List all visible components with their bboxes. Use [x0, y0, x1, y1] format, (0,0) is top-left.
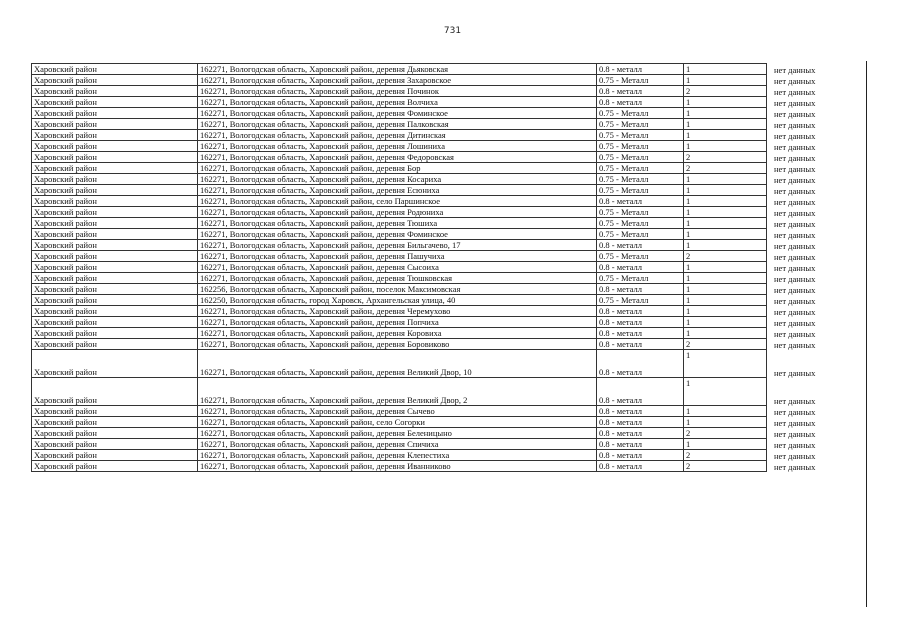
- count-cell: 1: [684, 97, 767, 108]
- pole-type-cell: 0.75 - Металл: [597, 152, 684, 163]
- table-row: [32, 350, 867, 378]
- table-row: [32, 306, 867, 317]
- status-cell: нет данных: [774, 295, 816, 306]
- district-cell: Харовский район: [32, 240, 198, 251]
- pole-type-cell: 0.8 - металл: [597, 284, 684, 295]
- count-cell: 1: [684, 207, 767, 218]
- table-row: [32, 240, 867, 251]
- pole-type-cell: 0.75 - Металл: [597, 207, 684, 218]
- status-cell: нет данных: [774, 273, 816, 284]
- address-cell: 162271, Вологодская область, Харовский район, деревня Починок: [198, 86, 597, 97]
- pole-type-cell: 0.75 - Металл: [597, 185, 684, 196]
- table-row: [32, 328, 867, 339]
- status-cell: нет данных: [774, 152, 816, 163]
- table-row: [32, 461, 867, 472]
- count-cell: 1: [684, 273, 767, 284]
- pole-type-cell: 0.8 - металл: [597, 450, 684, 461]
- count-cell: 2: [684, 428, 767, 439]
- records-table: [31, 63, 867, 472]
- pole-type-cell: 0.75 - Металл: [597, 130, 684, 141]
- address-cell: 162271, Вологодская область, Харовский район, деревня Великий Двор, 2: [198, 378, 597, 406]
- district-cell: Харовский район: [32, 273, 198, 284]
- pole-type-cell: 0.8 - металл: [597, 428, 684, 439]
- address-cell: 162271, Вологодская область, Харовский район, деревня Фоминское: [198, 108, 597, 119]
- count-cell: 1: [684, 240, 767, 251]
- table-row: [32, 152, 867, 163]
- district-cell: Харовский район: [32, 378, 198, 406]
- table-row: [32, 218, 867, 229]
- status-cell: нет данных: [774, 339, 816, 350]
- count-cell: 1: [684, 262, 767, 273]
- address-cell: 162271, Вологодская область, Харовский район, деревня Клепестиха: [198, 450, 597, 461]
- table-row: [32, 450, 867, 461]
- count-cell: 1: [684, 174, 767, 185]
- table-row: [32, 262, 867, 273]
- status-cell: нет данных: [774, 428, 816, 439]
- address-cell: 162271, Вологодская область, Харовский район, деревня Коровиха: [198, 328, 597, 339]
- table-row: [32, 174, 867, 185]
- address-cell: 162271, Вологодская область, Харовский район, деревня Бор: [198, 163, 597, 174]
- count-cell: 2: [684, 450, 767, 461]
- address-cell: 162271, Вологодская область, Харовский район, деревня Беленицыно: [198, 428, 597, 439]
- pole-type-cell: 0.75 - Металл: [597, 108, 684, 119]
- count-cell: 1: [684, 108, 767, 119]
- district-cell: Харовский район: [32, 218, 198, 229]
- page-number: 731: [443, 26, 462, 36]
- address-cell: 162271, Вологодская область, Харовский район, деревня Федоровская: [198, 152, 597, 163]
- address-cell: 162271, Вологодская область, Харовский район, деревня Дитинская: [198, 130, 597, 141]
- status-cell: нет данных: [774, 86, 816, 97]
- count-cell: 1: [684, 328, 767, 339]
- pole-type-cell: 0.75 - Металл: [597, 75, 684, 86]
- district-cell: Харовский район: [32, 406, 198, 417]
- status-cell: нет данных: [774, 185, 816, 196]
- table-row: [32, 64, 867, 75]
- pole-type-cell: 0.75 - Металл: [597, 218, 684, 229]
- district-cell: Харовский район: [32, 86, 198, 97]
- address-cell: 162271, Вологодская область, Харовский район, деревня Иванниково: [198, 461, 597, 472]
- count-cell: 1: [684, 119, 767, 130]
- count-cell: 1: [684, 439, 767, 450]
- address-cell: 162271, Вологодская область, Харовский район, деревня Палковская: [198, 119, 597, 130]
- status-cell: нет данных: [774, 461, 816, 472]
- count-cell: 1: [684, 75, 767, 86]
- district-cell: Харовский район: [32, 163, 198, 174]
- table-row: [32, 251, 867, 262]
- address-cell: 162271, Вологодская область, Харовский район, деревня Спичиха: [198, 439, 597, 450]
- district-cell: Харовский район: [32, 306, 198, 317]
- status-cell: нет данных: [774, 317, 816, 328]
- status-cell: нет данных: [774, 240, 816, 251]
- pole-type-cell: 0.8 - металл: [597, 317, 684, 328]
- pole-type-cell: 0.8 - металл: [597, 240, 684, 251]
- address-cell: 162271, Вологодская область, Харовский район, деревня Пашучиха: [198, 251, 597, 262]
- count-cell: 2: [684, 86, 767, 97]
- address-cell: 162271, Вологодская область, Харовский район, деревня Есюниха: [198, 185, 597, 196]
- address-cell: 162250, Вологодская область, город Харовск, Архангельская улица, 40: [198, 295, 597, 306]
- count-cell: 1: [684, 284, 767, 295]
- count-cell: 1: [684, 350, 767, 378]
- address-cell: 162256, Вологодская область, Харовский район, поселок Максимовская: [198, 284, 597, 295]
- district-cell: Харовский район: [32, 328, 198, 339]
- table-row: [32, 428, 867, 439]
- status-cell: нет данных: [774, 97, 816, 108]
- pole-type-cell: 0.75 - Металл: [597, 229, 684, 240]
- district-cell: Харовский район: [32, 317, 198, 328]
- pole-type-cell: 0.8 - металл: [597, 196, 684, 207]
- count-cell: 1: [684, 417, 767, 428]
- table-row: [32, 119, 867, 130]
- records-table-body: [32, 64, 867, 472]
- district-cell: Харовский район: [32, 130, 198, 141]
- status-cell: нет данных: [774, 119, 816, 130]
- table-row: [32, 417, 867, 428]
- status-cell: нет данных: [774, 130, 816, 141]
- address-cell: 162271, Вологодская область, Харовский район, село Согорки: [198, 417, 597, 428]
- district-cell: Харовский район: [32, 461, 198, 472]
- table-row: [32, 196, 867, 207]
- pole-type-cell: 0.8 - металл: [597, 64, 684, 75]
- count-cell: 1: [684, 130, 767, 141]
- status-cell: нет данных: [774, 395, 816, 406]
- address-cell: 162271, Вологодская область, Харовский район, деревня Бильгачево, 17: [198, 240, 597, 251]
- status-cell: нет данных: [774, 207, 816, 218]
- right-margin-line: [866, 61, 867, 607]
- count-cell: 1: [684, 218, 767, 229]
- pole-type-cell: 0.8 - металл: [597, 350, 684, 378]
- count-cell: 1: [684, 317, 767, 328]
- count-cell: 1: [684, 378, 767, 406]
- pole-type-cell: 0.75 - Металл: [597, 251, 684, 262]
- status-cell: нет данных: [774, 417, 816, 428]
- pole-type-cell: 0.8 - металл: [597, 97, 684, 108]
- table-row: [32, 439, 867, 450]
- pole-type-cell: 0.75 - Металл: [597, 295, 684, 306]
- pole-type-cell: 0.75 - Металл: [597, 273, 684, 284]
- district-cell: Харовский район: [32, 350, 198, 378]
- address-cell: 162271, Вологодская область, Харовский район, село Паршинское: [198, 196, 597, 207]
- address-cell: 162271, Вологодская область, Харовский район, деревня Боровиково: [198, 339, 597, 350]
- count-cell: 2: [684, 461, 767, 472]
- status-cell: нет данных: [774, 251, 816, 262]
- count-cell: 1: [684, 196, 767, 207]
- table-row: [32, 141, 867, 152]
- district-cell: Харовский район: [32, 229, 198, 240]
- table-row: [32, 108, 867, 119]
- status-cell: нет данных: [774, 218, 816, 229]
- address-cell: 162271, Вологодская область, Харовский район, деревня Захаровское: [198, 75, 597, 86]
- district-cell: Харовский район: [32, 141, 198, 152]
- district-cell: Харовский район: [32, 185, 198, 196]
- address-cell: 162271, Вологодская область, Харовский район, деревня Родюниха: [198, 207, 597, 218]
- pole-type-cell: 0.75 - Металл: [597, 141, 684, 152]
- pole-type-cell: 0.75 - Металл: [597, 163, 684, 174]
- pole-type-cell: 0.8 - металл: [597, 439, 684, 450]
- district-cell: Харовский район: [32, 428, 198, 439]
- district-cell: Харовский район: [32, 75, 198, 86]
- table-row: [32, 295, 867, 306]
- count-cell: 1: [684, 406, 767, 417]
- status-cell: нет данных: [774, 450, 816, 461]
- address-cell: 162271, Вологодская область, Харовский район, деревня Черемухово: [198, 306, 597, 317]
- address-cell: 162271, Вологодская область, Харовский район, деревня Сычево: [198, 406, 597, 417]
- status-cell: нет данных: [774, 196, 816, 207]
- status-cell: нет данных: [774, 262, 816, 273]
- pole-type-cell: 0.8 - металл: [597, 461, 684, 472]
- pole-type-cell: 0.8 - металл: [597, 306, 684, 317]
- district-cell: Харовский район: [32, 174, 198, 185]
- status-cell: нет данных: [774, 141, 816, 152]
- district-cell: Харовский район: [32, 119, 198, 130]
- table-row: [32, 273, 867, 284]
- address-cell: 162271, Вологодская область, Харовский район, деревня Попчиха: [198, 317, 597, 328]
- district-cell: Харовский район: [32, 207, 198, 218]
- table-row: [32, 207, 867, 218]
- count-cell: 1: [684, 306, 767, 317]
- status-cell: нет данных: [774, 306, 816, 317]
- district-cell: Харовский район: [32, 450, 198, 461]
- count-cell: 2: [684, 339, 767, 350]
- count-cell: 2: [684, 152, 767, 163]
- district-cell: Харовский район: [32, 108, 198, 119]
- district-cell: Харовский район: [32, 262, 198, 273]
- status-cell: нет данных: [774, 64, 816, 75]
- address-cell: 162271, Вологодская область, Харовский район, деревня Косариха: [198, 174, 597, 185]
- count-cell: 2: [684, 251, 767, 262]
- address-cell: 162271, Вологодская область, Харовский район, деревня Дьяковская: [198, 64, 597, 75]
- district-cell: Харовский район: [32, 251, 198, 262]
- status-cell: нет данных: [774, 174, 816, 185]
- pole-type-cell: 0.75 - Металл: [597, 119, 684, 130]
- status-cell: нет данных: [774, 75, 816, 86]
- table-row: [32, 86, 867, 97]
- address-cell: 162271, Вологодская область, Харовский район, деревня Сысоиха: [198, 262, 597, 273]
- status-cell: нет данных: [774, 108, 816, 119]
- district-cell: Харовский район: [32, 196, 198, 207]
- table-row: [32, 284, 867, 295]
- status-cell: нет данных: [774, 328, 816, 339]
- pole-type-cell: 0.8 - металл: [597, 262, 684, 273]
- pole-type-cell: 0.8 - металл: [597, 417, 684, 428]
- district-cell: Харовский район: [32, 97, 198, 108]
- count-cell: 2: [684, 163, 767, 174]
- table-row: [32, 406, 867, 417]
- district-cell: Харовский район: [32, 64, 198, 75]
- table-row: [32, 339, 867, 350]
- status-cell: нет данных: [774, 439, 816, 450]
- address-cell: 162271, Вологодская область, Харовский район, деревня Тюшковская: [198, 273, 597, 284]
- pole-type-cell: 0.8 - металл: [597, 328, 684, 339]
- status-cell: нет данных: [774, 406, 816, 417]
- district-cell: Харовский район: [32, 152, 198, 163]
- table-row: [32, 317, 867, 328]
- district-cell: Харовский район: [32, 439, 198, 450]
- district-cell: Харовский район: [32, 295, 198, 306]
- status-cell: нет данных: [774, 163, 816, 174]
- table-row: [32, 130, 867, 141]
- address-cell: 162271, Вологодская область, Харовский район, деревня Волчиха: [198, 97, 597, 108]
- pole-type-cell: 0.8 - металл: [597, 378, 684, 406]
- district-cell: Харовский район: [32, 284, 198, 295]
- pole-type-cell: 0.8 - металл: [597, 339, 684, 350]
- district-cell: Харовский район: [32, 417, 198, 428]
- address-cell: 162271, Вологодская область, Харовский район, деревня Лошиниха: [198, 141, 597, 152]
- status-cell: нет данных: [774, 367, 816, 378]
- address-cell: 162271, Вологодская область, Харовский район, деревня Великий Двор, 10: [198, 350, 597, 378]
- count-cell: 1: [684, 141, 767, 152]
- table-row: [32, 97, 867, 108]
- table-row: [32, 163, 867, 174]
- count-cell: 1: [684, 295, 767, 306]
- district-cell: Харовский район: [32, 339, 198, 350]
- table-row: [32, 378, 867, 406]
- count-cell: 1: [684, 64, 767, 75]
- pole-type-cell: 0.75 - Металл: [597, 174, 684, 185]
- address-cell: 162271, Вологодская область, Харовский район, деревня Фоминское: [198, 229, 597, 240]
- table-row: [32, 75, 867, 86]
- table-row: [32, 229, 867, 240]
- table-row: [32, 185, 867, 196]
- count-cell: 1: [684, 185, 767, 196]
- status-cell: нет данных: [774, 284, 816, 295]
- address-cell: 162271, Вологодская область, Харовский район, деревня Тюшиха: [198, 218, 597, 229]
- pole-type-cell: 0.8 - металл: [597, 86, 684, 97]
- status-cell: нет данных: [774, 229, 816, 240]
- count-cell: 1: [684, 229, 767, 240]
- pole-type-cell: 0.8 - металл: [597, 406, 684, 417]
